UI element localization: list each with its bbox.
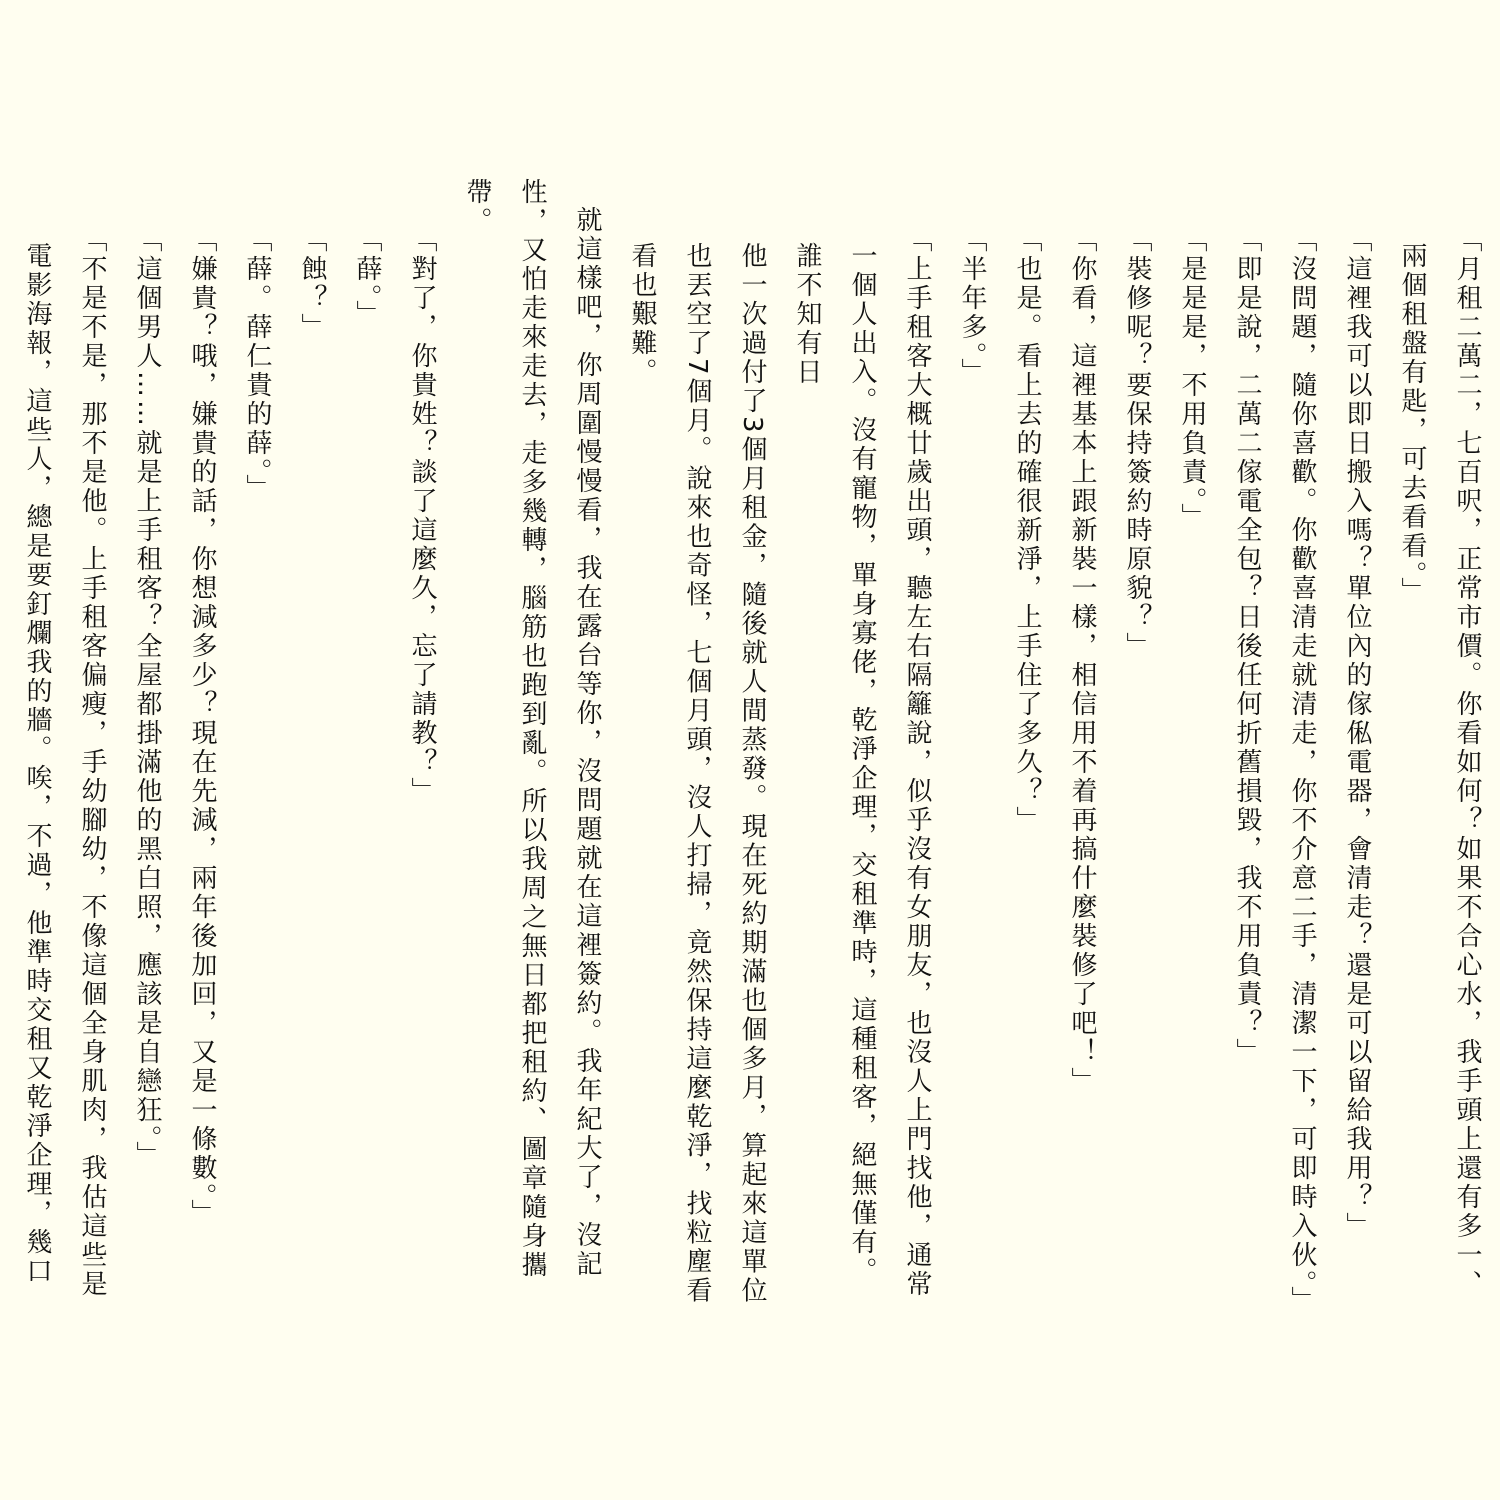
dialogue-paragraph: 「也是。看上去的確很新淨，上手住了多久？」 xyxy=(1012,226,1042,835)
dialogue-paragraph: 「沒問題，隨你喜歡。你歡喜清走就清走，你不介意二手，清潔一下，可即時入伙。」 xyxy=(1287,226,1317,1315)
dialogue-paragraph: 「你看，這裡基本上跟新裝一樣，相信用不着再搞什麼裝修了吧！」 xyxy=(1067,226,1097,1096)
dialogue-paragraph: 「上手租客大概廿歲出頭，聽左右隔籬說，似乎沒有女朋友，也沒人上門找他，通常一個人出入。沒有寵物，單身寡佬，乾淨企理，交租準時，這種租客，絕無僅有。誰不知有日 xyxy=(792,226,932,1299)
dialogue-paragraph: 「薛。」 xyxy=(352,226,382,329)
narration-paragraph: 就這樣吧，你周圍慢慢看，我在露台等你，沒問題就在這裡簽約。我年紀大了，沒記性，又怕走來走去，走多幾轉，腦筋也跑到亂。所以我周之無日都把租約、圖章隨身攜帶。 xyxy=(462,178,602,1280)
dialogue-paragraph: 「半年多。」 xyxy=(957,226,987,387)
dialogue-paragraph: 「這個男人……就是上手租客？全屋都掛滿他的黑白照，應該是自戀狂。」 xyxy=(132,226,162,1170)
dialogue-paragraph: 「月租二萬二，七百呎，正常市價。你看如何？如果不合心水，我手頭上還有多一、兩個租盤有匙，可去看看。」 xyxy=(1397,226,1482,1299)
dialogue-paragraph: 「嫌貴？哦，嫌貴的話，你想減多少？現在先減，兩年後加回，又是一條數。」 xyxy=(187,226,217,1228)
vertical-text-body xyxy=(0,178,1494,1315)
dialogue-paragraph: 「裝修呢？要保持簽約時原貌？」 xyxy=(1122,226,1152,661)
dialogue-paragraph: 「蝕？」 xyxy=(297,226,327,342)
dialogue-paragraph: 「是是是，不用負責。」 xyxy=(1177,226,1207,532)
dialogue-paragraph: 「不是不是，那不是他。上手租客偏瘦，手幼腳幼，不像這個全身肌肉，我估這些是電影海報，這些人，總是要釘爛我的牆。唉，不過，他準時交租又乾淨企理，幾口 xyxy=(22,226,107,1299)
dialogue-paragraph: 「這裡我可以即日搬入嗎？單位內的傢俬電器，會清走？還是可以留給我用？」 xyxy=(1342,226,1372,1241)
dialogue-paragraph: 「即是說，二萬二傢電全包？日後任何折舊損毀，我不用負責？」 xyxy=(1232,226,1262,1067)
narration-paragraph: 他一次過付了3個月租金，隨後就人間蒸發。現在死約期滿也個多月，算起來這單位也丟空了7個月。說來也奇怪，七個月頭，沒人打掃，竟然保持這麼乾淨，找粒塵看看也艱難。 xyxy=(627,242,767,1306)
dialogue-paragraph: 「對了，你貴姓？談了這麼久，忘了請教？」 xyxy=(407,226,437,806)
dialogue-paragraph: 「薛。薛仁貴的薛。」 xyxy=(242,226,272,503)
